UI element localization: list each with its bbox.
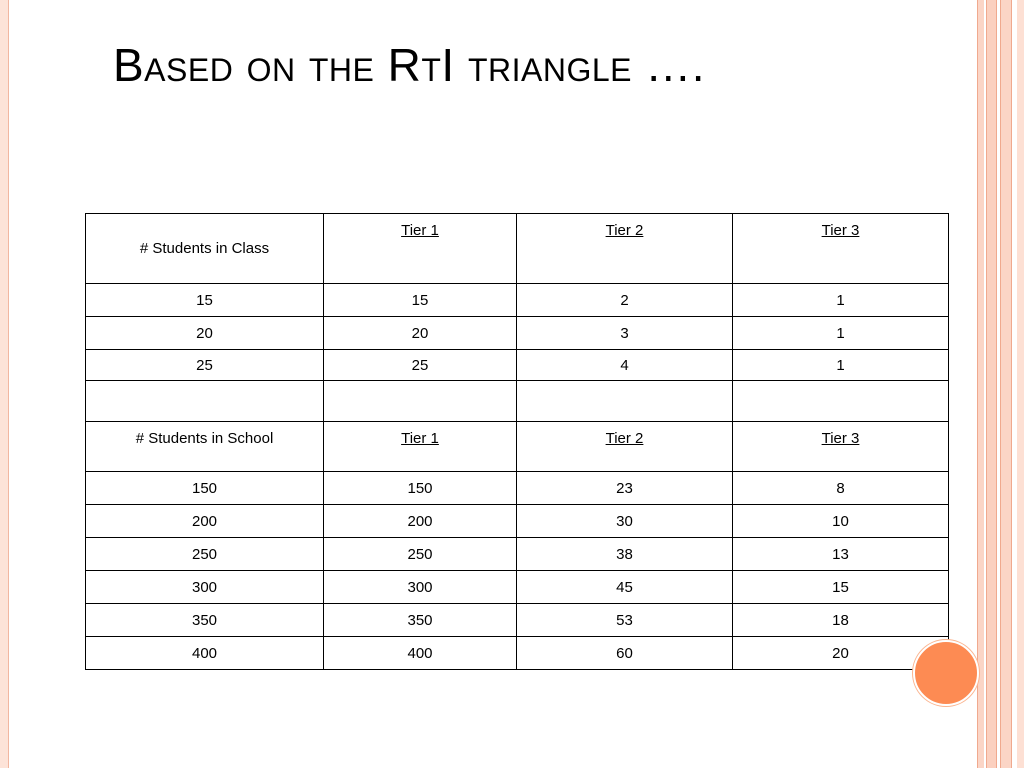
table-row: [86, 317, 949, 350]
empty-spacer-row: [86, 381, 949, 422]
border-stripe: [1000, 0, 1012, 768]
table-cell: 53: [517, 604, 733, 637]
tier-label: Tier 2: [605, 430, 644, 447]
right-border-decoration: [978, 0, 1024, 768]
table-cell: 350: [86, 604, 324, 637]
rti-tier-table: [85, 213, 949, 670]
tier-label: Tier 1: [401, 430, 439, 447]
table-cell: 20: [324, 317, 517, 350]
border-stripe: [1017, 0, 1024, 768]
header-cell: [517, 214, 733, 284]
table-cell: 60: [517, 637, 733, 670]
school-header-row: [86, 422, 949, 472]
left-border-decoration: [0, 0, 9, 768]
table-row: [86, 472, 949, 505]
table-cell: 200: [86, 505, 324, 538]
table-cell: [324, 381, 517, 422]
table-cell: 250: [86, 538, 324, 571]
table-cell: 8: [733, 472, 949, 505]
table-cell: 1: [733, 350, 949, 381]
table-cell: 18: [733, 604, 949, 637]
table-cell: 300: [324, 571, 517, 604]
table-cell: 30: [517, 505, 733, 538]
header-cell: [733, 422, 949, 472]
table-cell: 4: [517, 350, 733, 381]
decorative-orange-circle: [913, 640, 979, 706]
table-cell: 400: [86, 637, 324, 670]
table-cell: 10: [733, 505, 949, 538]
table-cell: 300: [86, 571, 324, 604]
slide-title: Based on the RtI triangle ….: [113, 39, 706, 91]
table-row: [86, 505, 949, 538]
table-cell: 150: [324, 472, 517, 505]
table-row: [86, 571, 949, 604]
header-cell: # Students in School: [86, 422, 324, 472]
table-row: [86, 284, 949, 317]
table-cell: 20: [86, 317, 324, 350]
table-cell: [733, 381, 949, 422]
table-row: [86, 604, 949, 637]
table-cell: 23: [517, 472, 733, 505]
header-cell: [517, 422, 733, 472]
table-cell: 2: [517, 284, 733, 317]
table-cell: [86, 381, 324, 422]
table-cell: 25: [324, 350, 517, 381]
table-cell: 15: [324, 284, 517, 317]
table-cell: 15: [86, 284, 324, 317]
header-cell: # Students in Class: [86, 214, 324, 284]
table-cell: 250: [324, 538, 517, 571]
table-cell: 13: [733, 538, 949, 571]
class-header-row: [86, 214, 949, 284]
table-row: [86, 637, 949, 670]
border-stripe: [986, 0, 997, 768]
table-row: [86, 538, 949, 571]
table-cell: 25: [86, 350, 324, 381]
table-cell: 45: [517, 571, 733, 604]
table-cell: 3: [517, 317, 733, 350]
header-cell: [324, 214, 517, 284]
table-cell: 150: [86, 472, 324, 505]
tier-label: Tier 3: [821, 222, 860, 239]
table-cell: 20: [733, 637, 949, 670]
header-cell: [733, 214, 949, 284]
tier-label: Tier 3: [821, 430, 860, 447]
table-cell: 1: [733, 284, 949, 317]
table-cell: 350: [324, 604, 517, 637]
tier-label: Tier 2: [605, 222, 644, 239]
table-cell: 1: [733, 317, 949, 350]
table-cell: [517, 381, 733, 422]
table-row: [86, 350, 949, 381]
table-cell: 38: [517, 538, 733, 571]
header-cell: [324, 422, 517, 472]
table-cell: 15: [733, 571, 949, 604]
tier-label: Tier 1: [401, 222, 439, 239]
table-cell: 200: [324, 505, 517, 538]
border-stripe: [977, 0, 984, 768]
table-cell: 400: [324, 637, 517, 670]
